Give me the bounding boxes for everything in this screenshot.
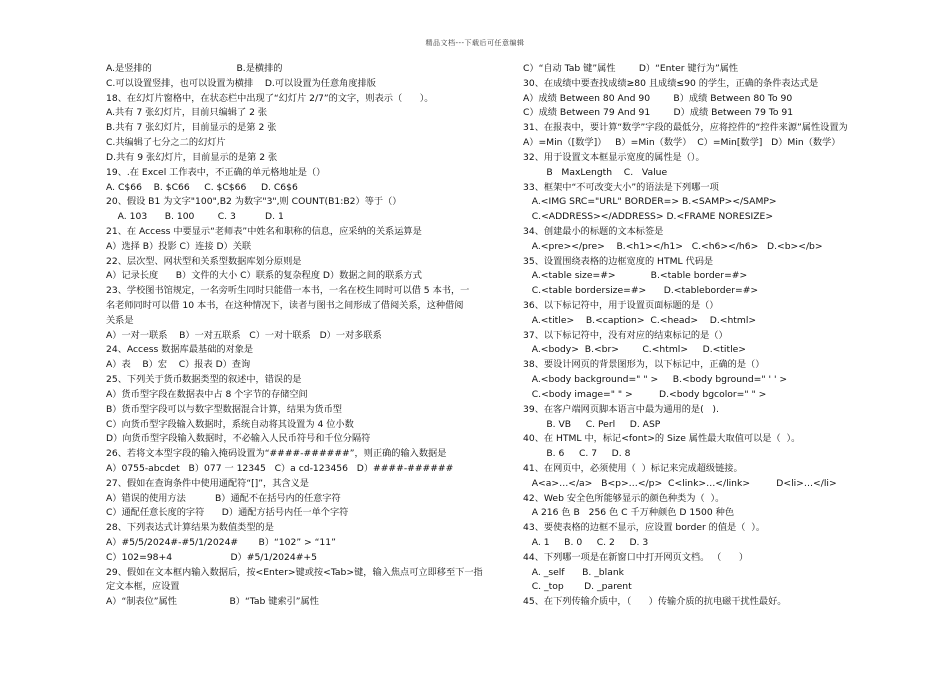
right-column	[523, 62, 923, 610]
text-line: 32、用于设置文本框显示宽度的属性是（）。	[523, 151, 705, 163]
text-line: C.<ADDRESS></ADDRESS> D.<FRAME NORESIZE>	[523, 211, 774, 223]
text-line: A）记录长度 B）文件的大小 C）联系的复杂程度 D）数据之间的联系方式	[106, 270, 422, 282]
text-line: B MaxLength C. Value	[523, 166, 668, 178]
text-line: 35、设置围绕表格的边框宽度的 HTML 代码是	[523, 255, 714, 267]
text-line: 30、在成绩中要查找成绩≥80 且成绩≤90 的学生，正确的条件表达式是	[523, 77, 819, 89]
text-line: 29、假如在文本框内输入数据后，按<Enter>键或按<Tab>键，输入焦点可立即移至下一指	[106, 566, 483, 578]
text-line: A 216 色 B 256 色 C 千万种颜色 D 1500 种色	[523, 507, 735, 519]
text-line: A. 103 B. 100 C. 3 D. 1	[106, 211, 284, 223]
text-line: 20、假设 B1 为文字"100",B2 为数字"3",则 COUNT(B1:B2）等于（）	[106, 196, 402, 208]
text-line: 44、下列哪一项是在新窗口中打开网页文档。 （ ）	[523, 551, 749, 563]
text-line: A.<IMG SRC="URL" BORDER=> B.<SAMP></SAMP>	[523, 196, 777, 208]
text-line: C.可以设置竖排，也可以设置为横排 D.可以设置为任意角度排版	[106, 77, 376, 89]
text-line: C）通配任意长度的字符 D）通配方括号内任一单个字符	[106, 507, 349, 519]
text-line: 42、Web 安全色所能够显示的颜色种类为（ ）。	[523, 492, 725, 504]
text-line: 36、以下标记符中，用于设置页面标题的是（）	[523, 300, 719, 311]
page-header: 精品文档---下载后可任意编辑	[425, 39, 525, 47]
text-line: 24、Access 数据库最基础的对象是	[106, 344, 254, 356]
text-line: 39、在客户端网页脚本语言中最为通用的是( ).	[523, 403, 719, 415]
text-line: 31、在报表中，要计算“数学”字段的最低分，应将控件的“控件来源”属性设置为	[523, 122, 848, 134]
text-line: 43、要使表格的边框不显示，应设置 border 的值是（ ）。	[523, 522, 766, 534]
text-line: 27、假如在查询条件中使用通配符“[]”，其含义是	[106, 477, 309, 489]
text-line: A.是竖排的 B.是横排的	[106, 63, 283, 74]
text-line: A）错误的使用方法 B）通配不在括号内的任意字符	[106, 492, 341, 504]
text-line: A.<table size=#> B.<table border=#>	[523, 270, 748, 282]
text-line: 名老师同时可以借 10 本书，在这种情况下，读者与图书之间形成了借阅关系，这种借阅	[106, 300, 464, 311]
text-line: B.共有 7 张幻灯片，目前显示的是第 2 张	[106, 122, 277, 134]
text-line: A. 1 B. 0 C. 2 D. 3	[523, 537, 649, 548]
text-line: 41、在网页中，必须使用（ ）标记来完成超级链接。	[523, 462, 743, 474]
text-line: B. 6 C. 7 D. 8	[523, 448, 631, 460]
text-line: A.<title> B.<caption> C.<head> D.<html>	[523, 314, 757, 326]
text-line: 45、在下列传输介质中，（ ）传输介质的抗电磁干扰性最好。	[523, 596, 787, 608]
text-line: A）“制表位”属性 B）“Tab 键索引”属性	[106, 596, 319, 608]
text-line: 21、在 Access 中要显示“老师表”中姓名和职称的信息，应采纳的关系运算是	[106, 225, 422, 237]
text-line: C. _top D. _parent	[523, 581, 632, 593]
text-line: 25、下列关于货币数据类型的叙述中，错误的是	[106, 374, 302, 386]
text-line: A）#5/5/2024#-#5/1/2024# B）“102” > “11”	[106, 537, 336, 548]
text-line: A. C$66 B. $C66 C. $C$66 D. C6$6	[106, 181, 298, 193]
text-line: A.<pre></pre> B.<h1></h1> C.<h6></h6> D.<b></b>	[523, 240, 823, 252]
text-line: A）表 B）宏 C）报表 D）查询	[106, 359, 251, 371]
text-line: C.<table bordersize=#> D.<tableborder=#>	[523, 285, 759, 297]
text-line: 26、若将文本型字段的输入掩码设置为“####-######”，则正确的输入数据是	[106, 448, 447, 460]
text-line: 23、学校图书馆规定，一名旁听生同时只能借一本书，一名在校生同时可以借 5 本书，一	[106, 285, 470, 297]
text-line: 37、以下标记符中，没有对应的结束标记的是（）	[523, 329, 728, 341]
text-line: C.<body image=" " > D.<body bgcolor=" " >	[523, 388, 767, 400]
text-line: 关系是	[106, 314, 134, 326]
text-line: C）“自动 Tab 键”属性 D）“Enter 键行为”属性	[523, 63, 739, 74]
text-line: 定文本框，应设置	[106, 581, 180, 593]
text-line: C.共编辑了七分之二的幻灯片	[106, 137, 226, 149]
text-line: D.共有 9 张幻灯片，目前显示的是第 2 张	[106, 151, 278, 163]
text-line: A<a>…</a> B<p>…</p> C<link>…</link> D<li>…</li>	[523, 477, 837, 489]
text-line: 33、框架中“不可改变大小”的语法是下列哪一项	[523, 181, 719, 193]
text-line: 19、.在 Excel 工作表中，不正确的单元格地址是（）	[106, 166, 326, 178]
text-line: 22、层次型、网状型和关系型数据库划分原则是	[106, 255, 302, 267]
text-line: A.<body background=" " > B.<body bground=" ' ' >	[523, 374, 788, 386]
text-line: A）一对一联系 B）一对五联系 C）一对十联系 D）一对多联系	[106, 329, 382, 341]
text-line: A.<body> B.<br> C.<html> D.<title>	[523, 344, 746, 356]
text-line: A）0755-abcdet B）077 一 12345 C）a cd-123456 D）####-######	[106, 462, 454, 474]
text-line: 40、在 HTML 中，标记<font>的 Size 属性最大取值可以是（ ）。	[523, 433, 801, 445]
text-line: C）成绩 Between 79 And 91 D）成绩 Between 79 To 91	[523, 107, 794, 119]
text-line: A）货币型字段在数据表中占 8 个字节的存储空间	[106, 388, 308, 400]
text-line: 34、创建最小的标题的文本标签是	[523, 225, 664, 237]
text-line: A）成绩 Between 80 And 90 B）成绩 Between 80 To 90	[523, 92, 793, 104]
text-line: B）货币型字段可以与数字型数据混合计算，结果为货币型	[106, 403, 342, 415]
text-line: C）102=98+4 D）#5/1/2024#+5	[106, 551, 317, 563]
text-line: 38、要设计网页的背景图形为，以下标记中，正确的是（）	[523, 359, 765, 371]
left-column	[106, 62, 494, 610]
text-line: B. VB C. Perl D. ASP	[523, 418, 661, 430]
text-line: 28、下列表达式计算结果为数值类型的是	[106, 522, 274, 534]
text-line: A）选择 B）投影 C）连接 D）关联	[106, 240, 252, 252]
text-line: 18、在幻灯片窗格中，在状态栏中出现了“幻灯片 2/7”的文字，则表示（ ）。	[106, 92, 434, 104]
text-line: C）向货币型字段输入数据时，系统自动将其设置为 4 位小数	[106, 418, 354, 430]
text-line: A）=Min（[数学]） B）=Min（数学） C）=Min[数学] D）Min（数学）	[523, 137, 841, 149]
text-line: A.共有 7 张幻灯片，目前只编辑了 2 张	[106, 107, 268, 119]
text-line: D）向货币型字段输入数据时，不必输入人民币符号和千位分隔符	[106, 433, 371, 445]
text-line: A. _self B. _blank	[523, 566, 624, 578]
